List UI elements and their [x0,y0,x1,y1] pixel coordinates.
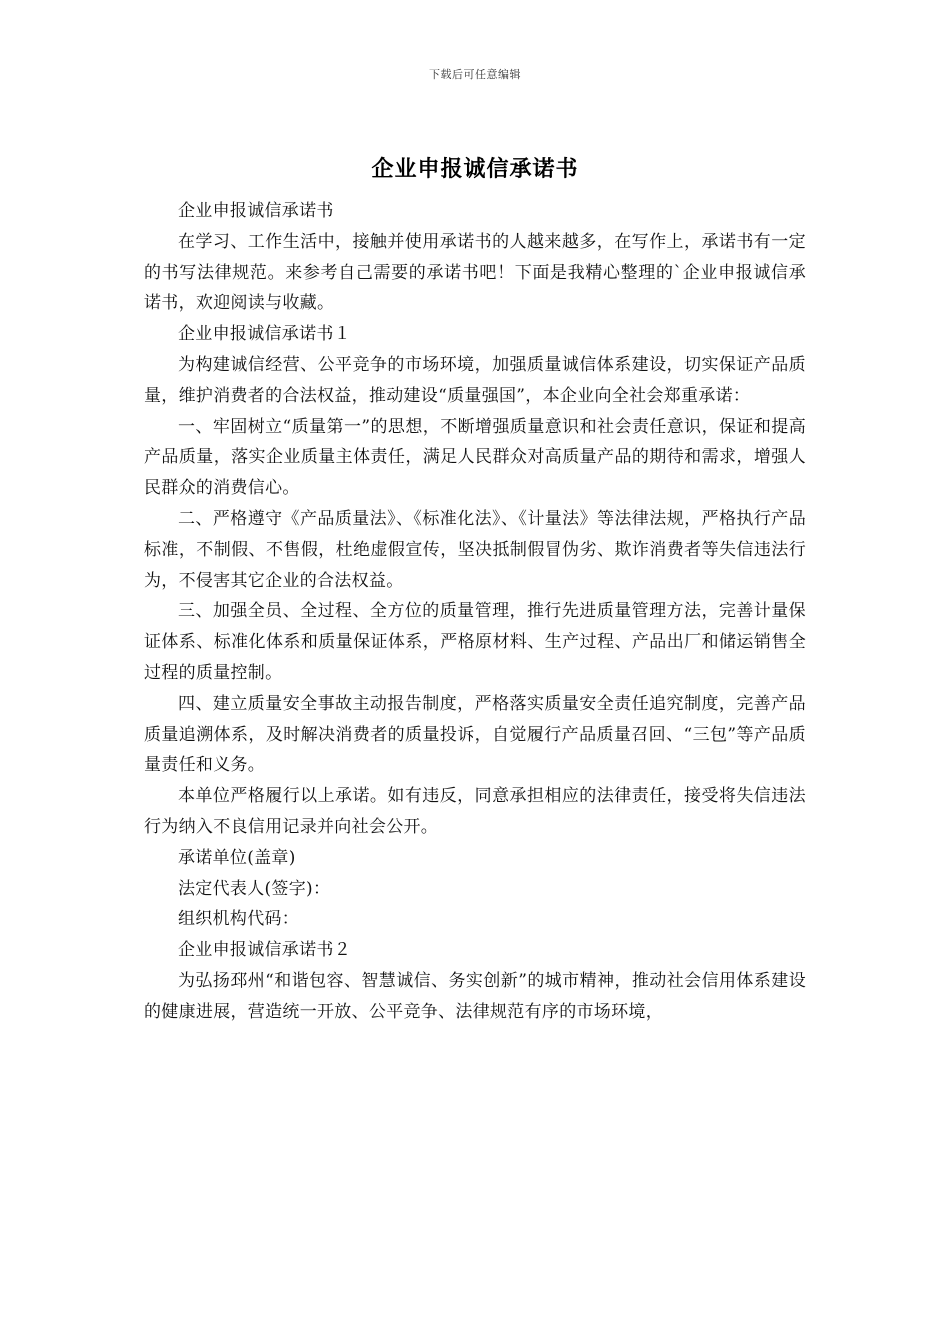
paragraph-subtitle: 企业申报诚信承诺书 [178,201,334,221]
paragraph-item-4: 四、建立质量安全事故主动报告制度，严格落实质量安全责任追究制度，完善产品质量追溯体系，及时解决消费者的质量投诉，自觉履行产品质量召回、“三包”等产品质量责任和义务。 [144,693,806,776]
signature-unit: 承诺单位(盖章) [178,847,296,868]
section-heading-1: 企业申报诚信承诺书１ [178,324,351,345]
paragraph-commitment: 本单位严格履行以上承诺。如有违反，同意承担相应的法律责任，接受将失信违法行为纳入不良信用记录并向社会公开。 [144,786,806,837]
paragraph-intro: 在学习、工作生活中，接触并使用承诺书的人越来越多，在写作上，承诺书有一定的书写法律规范。来参考自己需要的承诺书吧！下面是我精心整理的`企业申报诚信承诺书，欢迎阅读与收藏。 [144,231,806,314]
paragraph-section-2-intro: 为弘扬邳州“和谐包容、智慧诚信、务实创新”的城市精神，推动社会信用体系建设的健康进展，营造统一开放、公平竞争、法律规范有序的市场环境， [144,970,806,1022]
paragraph-item-2: 二、严格遵守《产品质量法》、《标准化法》、《计量法》等法律法规，严格执行产品标准，不制假、不售假，杜绝虚假宣传，坚决抵制假冒伪劣、欺诈消费者等失信违法行为，不侵害其它企业的合法权益。 [144,508,806,591]
header-note: 下载后可任意编辑 [429,68,521,81]
paragraph-preamble: 为构建诚信经营、公平竞争的市场环境，加强质量诚信体系建设，切实保证产品质量，维护消费者的合法权益，推动建设“质量强国”，本企业向全社会郑重承诺： [144,354,806,406]
document-title: 企业申报诚信承诺书 [371,156,579,182]
paragraph-item-1: 一、牢固树立“质量第一”的思想，不断增强质量意识和社会责任意识，保证和提高产品质量，落实企业质量主体责任，满足人民群众对高质量产品的期待和需求，增强人民群众的消费信心。 [144,416,806,499]
section-heading-2: 企业申报诚信承诺书２ [178,940,351,961]
signature-representative: 法定代表人(签字)： [178,878,331,899]
document-body [144,196,806,1028]
paragraph-item-3: 三、加强全员、全过程、全方位的质量管理，推行先进质量管理方法，完善计量保证体系、标准化体系和质量保证体系，严格原材料、生产过程、产品出厂和储运销售全过程的质量控制。 [144,601,806,683]
organization-code: 组织机构代码： [178,909,300,930]
